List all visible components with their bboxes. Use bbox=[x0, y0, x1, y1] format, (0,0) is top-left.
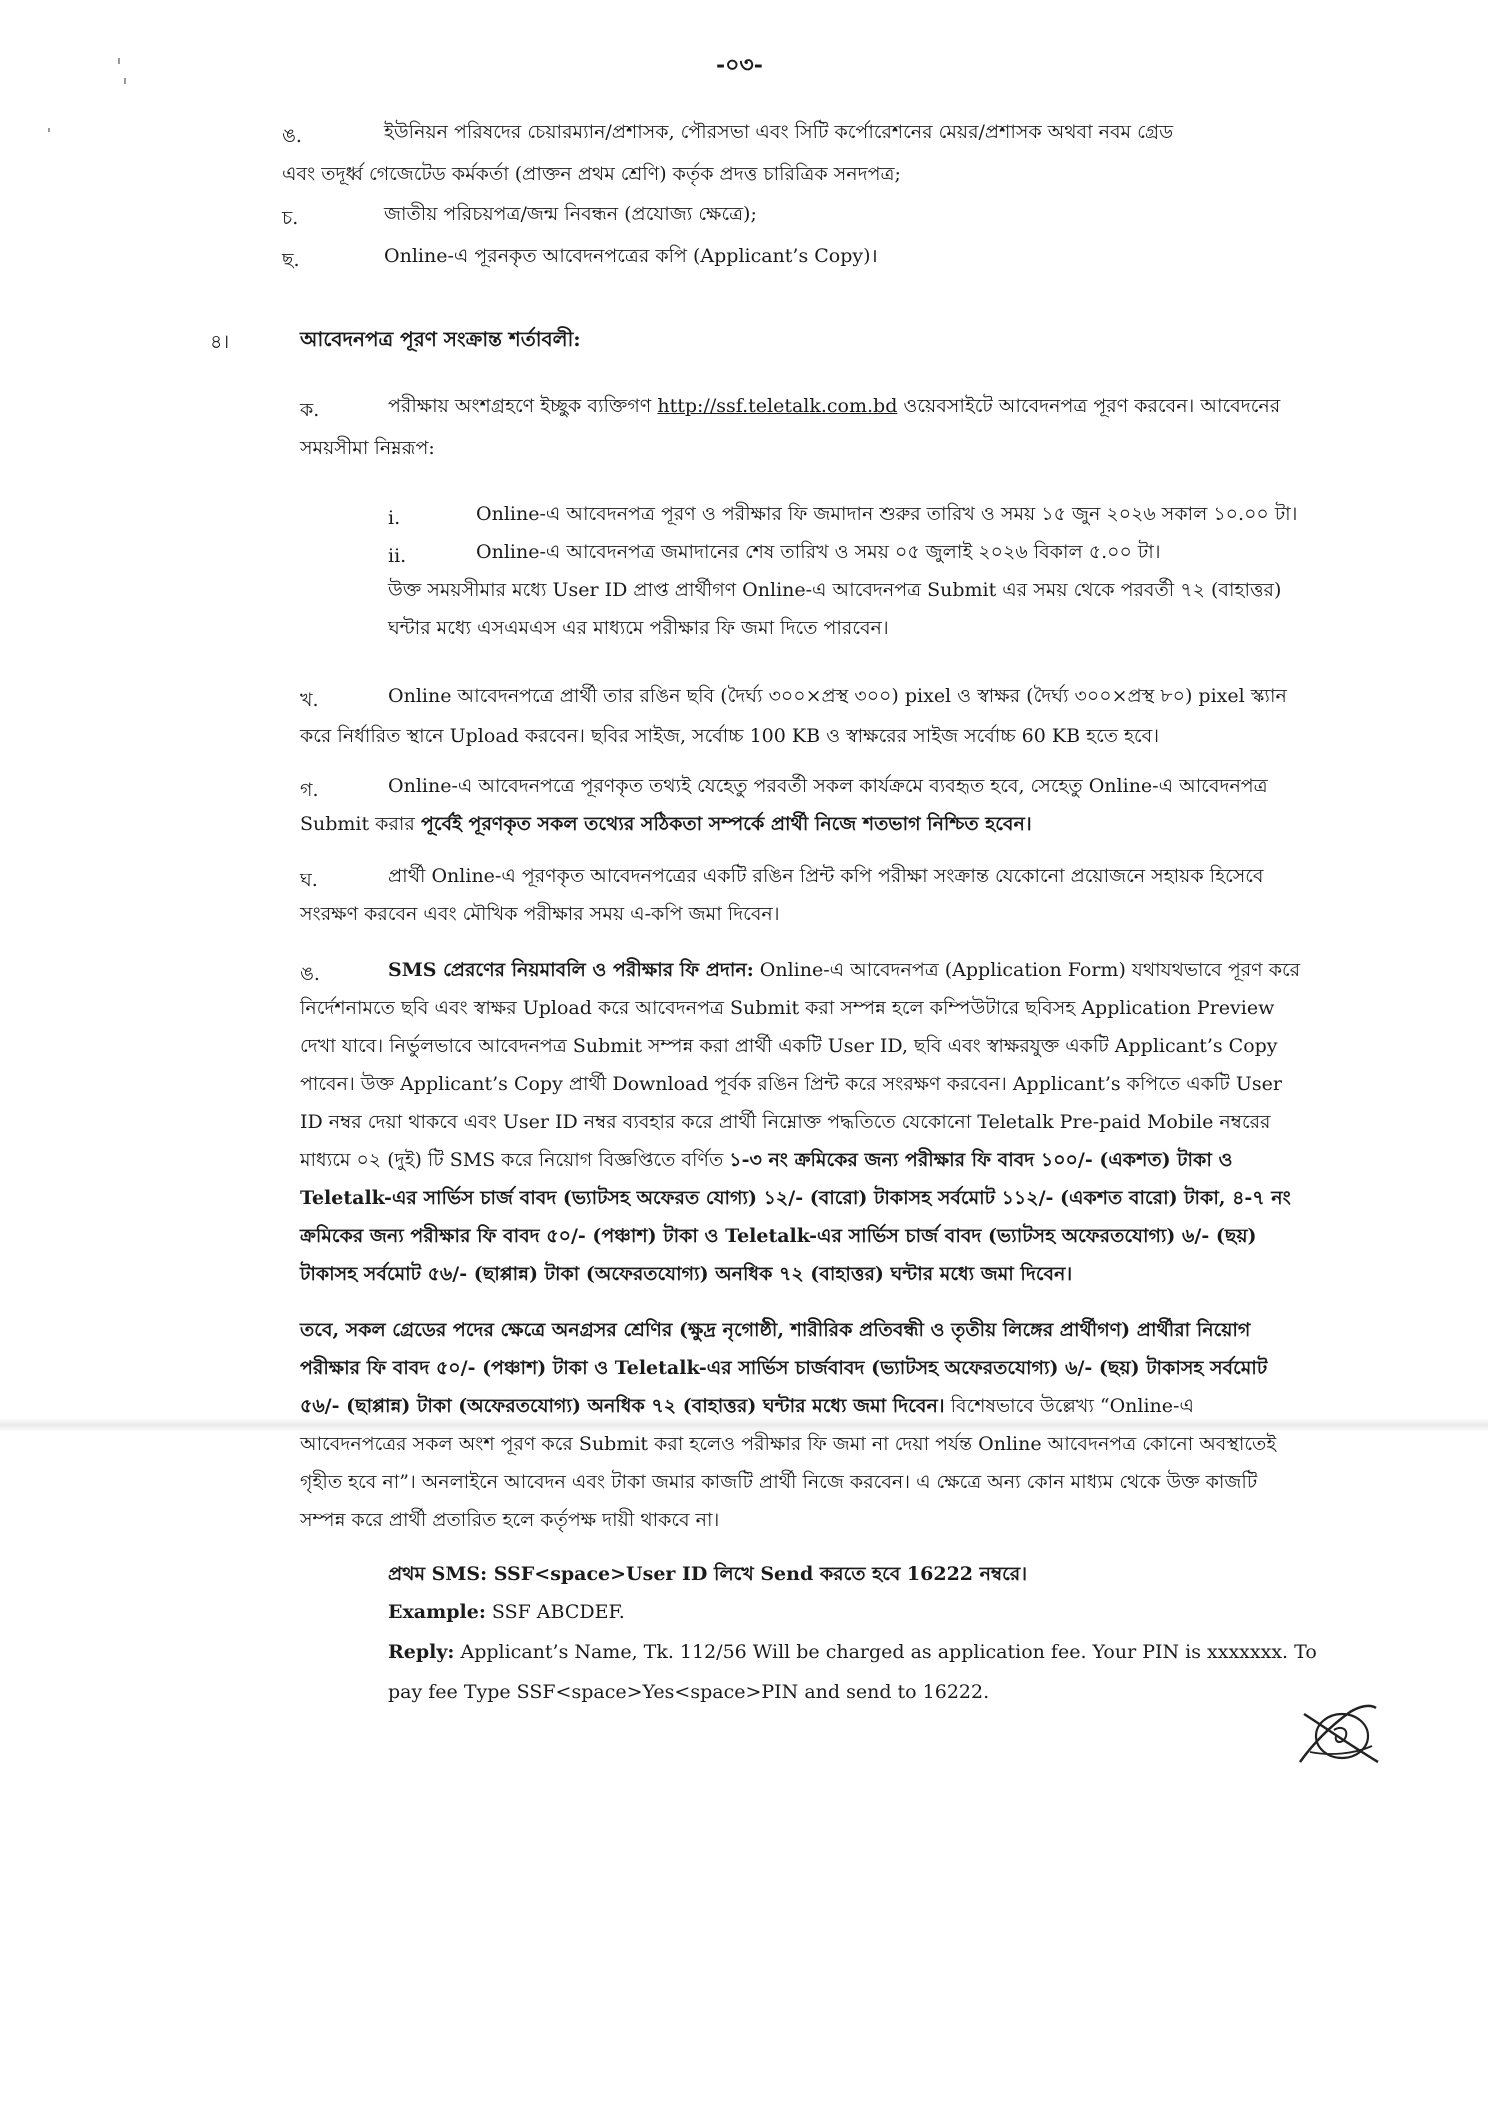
website-link[interactable]: http://ssf.teletalk.com.bd bbox=[657, 395, 898, 417]
item-marker: ক. bbox=[300, 399, 320, 421]
item-umo-line1: ইউনিয়ন পরিষদের চেয়ারম্যান/প্রশাসক, পৌরসভা এবং সিটি কর্পোরেশনের মেয়র/প্রশাসক অথবা নবম গ্রেড bbox=[384, 121, 1174, 143]
item-marker: ঘ. bbox=[300, 869, 318, 891]
kha-line2: করে নির্ধারিত স্থানে Upload করবেন। ছবির সাইজ, সর্বোচ্চ 100 KB ও স্বাক্ষরের সাইজ সর্বোচ্চ 60 KB হতে হবে। bbox=[300, 725, 1159, 747]
ga-line1: Online-এ আবেদনপত্রে পূরণকৃত তথ্যই যেহেতু পরবর্তী সকল কার্যক্রমে ব্যবহৃত হবে, সেহেতু Online-এ আবেদনপত্র bbox=[388, 775, 1268, 797]
umo-line9: টাকাসহ সর্বমোট ৫৬/- (ছাপ্পান্ন) টাকা (অফেরতযোগ্য) অনধিক ৭২ (বাহাত্তর) ঘন্টার মধ্যে জমা দিবেন। bbox=[300, 1263, 1073, 1285]
tobe-line5: গৃহীত হবে না”। অনলাইনে আবেদন এবং টাকা জমার কাজটি প্রার্থী নিজে করবেন। এ ক্ষেত্রে অন্য কোন মাধ্যম থেকে উক্ত কাজটি bbox=[300, 1471, 1258, 1493]
ka-note-line1: উক্ত সময়সীমার মধ্যে User ID প্রাপ্ত প্রার্থীগণ Online-এ আবেদনপত্র Submit এর সময় থেকে পরবর্তী ৭২ (বাহাত্তর) bbox=[388, 579, 1282, 601]
item-marker: চ. bbox=[282, 207, 299, 229]
scan-speck bbox=[124, 78, 126, 84]
section-number: ৪। bbox=[210, 331, 230, 353]
example-label: Example: bbox=[388, 1601, 486, 1623]
ka-text-pre: পরীক্ষায় অংশগ্রহণে ইচ্ছুক ব্যক্তিগণ bbox=[388, 395, 652, 417]
section-title: আবেদনপত্র পূরণ সংক্রান্ত শর্তাবলী: bbox=[300, 327, 581, 351]
item-marker: গ. bbox=[300, 779, 319, 801]
ka-text-post: ওয়েবসাইটে আবেদনপত্র পূরণ করবেন। আবেদনের bbox=[903, 395, 1281, 417]
first-sms-instruction: প্রথম SMS: SSF<space>User ID লিখে Send করতে হবে 16222 নম্বরে। bbox=[388, 1563, 1028, 1585]
schedule-marker: ii. bbox=[388, 545, 407, 567]
kha-line1: Online আবেদনপত্রে প্রার্থী তার রঙিন ছবি (দৈর্ঘ্য ৩০০×প্রস্থ ৩০০) pixel ও স্বাক্ষর (দৈর্ঘ্য ৩০০×প্রস্থ ৮০) pixel স্ক্যান bbox=[388, 685, 1287, 707]
tobe-line3-bold: ৫৬/- (ছাপ্পান্ন) টাকা (অফেরতযোগ্য) অনধিক ৭২ (বাহাত্তর) ঘন্টার মধ্যে জমা দিবেন। bbox=[300, 1395, 945, 1417]
umo-line6-bold: ১-৩ নং ক্রমিকের জন্য পরীক্ষার ফি বাবদ ১০০/- (একশত) টাকা ও bbox=[729, 1149, 1233, 1171]
tobe-line6: সম্পন্ন করে প্রার্থী প্রতারিত হলে কর্তৃপক্ষ দায়ী থাকবে না। bbox=[300, 1509, 720, 1531]
signature-mark bbox=[1290, 1700, 1390, 1770]
umo-line5: ID নম্বর দেয়া থাকবে এবং User ID নম্বর ব্যবহার করে প্রার্থী নিম্নোক্ত পদ্ধতিতে যেকোনো Teletalk Pre-paid Mobile নম্বরের bbox=[300, 1111, 1271, 1133]
reply-label: Reply: bbox=[388, 1641, 455, 1663]
gha-line1: প্রার্থী Online-এ পূরণকৃত আবেদনপত্রের একটি রঙিন প্রিন্ট কপি পরীক্ষা সংক্রান্ত যেকোনো প্রয়োজনে সহায়ক হিসেবে bbox=[388, 865, 1264, 887]
umo-line6-pre: মাধ্যমে ০২ (দুই) টি SMS করে নিয়োগ বিজ্ঞপ্তিতে বর্ণিত bbox=[300, 1149, 724, 1171]
gha-line2: সংরক্ষণ করবেন এবং মৌখিক পরীক্ষার সময় এ-কপি জমা দিবেন। bbox=[300, 903, 780, 925]
scan-artifact-band bbox=[0, 1418, 1488, 1432]
scan-speck bbox=[48, 128, 50, 132]
page-number: -০৩- bbox=[716, 52, 763, 78]
umo-line4: পাবেন। উক্ত Applicant’s Copy প্রার্থী Download পূর্বক রঙিন প্রিন্ট করে সংরক্ষণ করবেন। Applicant’s কপিতে একটি User bbox=[300, 1073, 1282, 1095]
item-chha-text: Online-এ পূরনকৃত আবেদনপত্রের কপি (Applicant’s Copy)। bbox=[384, 245, 878, 267]
ka-line1 bbox=[388, 394, 1280, 418]
schedule-end-text: Online-এ আবেদনপত্র জমাদানের শেষ তারিখ ও সময় ০৫ জুলাই ২০২৬ বিকাল ৫.০০ টা। bbox=[476, 541, 1161, 563]
schedule-marker: i. bbox=[388, 507, 401, 529]
umo-line8: ক্রমিকের জন্য পরীক্ষার ফি বাবদ ৫০/- (পঞ্চাশ) টাকা ও Teletalk-এর সার্ভিস চার্জ বাবদ (ভ্যাটসহ অফেরতযোগ্য) ৬/- (ছয়) bbox=[300, 1225, 1257, 1247]
umo-line3: দেখা যাবে। নির্ভুলভাবে আবেদনপত্র Submit সম্পন্ন করা প্রার্থী একটি User ID, ছবি এবং স্বাক্ষরযুক্ত একটি Applicant’s Copy bbox=[300, 1035, 1278, 1057]
scan-speck bbox=[118, 58, 120, 64]
ga-text-bold: পূর্বেই পূরণকৃত সকল তথ্যের সঠিকতা সম্পর্কে প্রার্থী নিজে শতভাগ নিশ্চিত হবেন। bbox=[420, 813, 1032, 835]
tobe-line3-rest: বিশেষভাবে উল্লেখ্য “Online-এ bbox=[950, 1395, 1194, 1417]
ga-text-pre: Submit করার bbox=[300, 813, 415, 835]
tobe-line1: তবে, সকল গ্রেডের পদের ক্ষেত্রে অনগ্রসর শ্রেণির (ক্ষুদ্র নৃগোষ্ঠী, শারীরিক প্রতিবন্ধী ও তৃতীয় লিঙ্গের প্রার্থীগণ) প্রার্থীরা নিয়োগ bbox=[300, 1319, 1251, 1341]
reply-text: Applicant’s Name, Tk. 112/56 Will be charged as application fee. Your PIN is xxxxxxx. To bbox=[460, 1641, 1317, 1663]
example-value: SSF ABCDEF. bbox=[491, 1601, 625, 1623]
ka-line2: সময়সীমা নিম্নরূপ: bbox=[300, 437, 435, 459]
item-umo-line2: এবং তদূর্ধ্ব গেজেটেড কর্মকর্তা (প্রাক্তন প্রথম শ্রেণি) কর্তৃক প্রদত্ত চারিত্রিক সনদপত্র; bbox=[282, 163, 901, 185]
sms-reply-line2: pay fee Type SSF<space>Yes<space>PIN and send to 16222. bbox=[388, 1681, 990, 1703]
tobe-line2: পরীক্ষার ফি বাবদ ৫০/- (পঞ্চাশ) টাকা ও Teletalk-এর সার্ভিস চার্জবাবদ (ভ্যাটসহ অফেরতযোগ্য) ৬/- (ছয়) টাকাসহ সর্বমোট bbox=[300, 1357, 1268, 1379]
item-marker: ছ. bbox=[282, 249, 300, 271]
item-marker: ঙ. bbox=[300, 963, 320, 985]
ka-note-line2: ঘন্টার মধ্যে এসএমএস এর মাধ্যমে পরীক্ষার ফি জমা দিতে পারবেন। bbox=[388, 617, 889, 639]
tobe-line3 bbox=[300, 1394, 1194, 1418]
item-marker: খ. bbox=[300, 689, 319, 711]
umo-line1 bbox=[388, 958, 1300, 982]
sms-rules-heading: SMS প্রেরণের নিয়মাবলি ও পরীক্ষার ফি প্রদান: bbox=[388, 959, 754, 981]
umo-line6 bbox=[300, 1148, 1232, 1172]
sms-reply-line1 bbox=[388, 1640, 1317, 1664]
umo-line1-rest: Online-এ আবেদনপত্র (Application Form) যথাযথভাবে পূরণ করে bbox=[759, 959, 1301, 981]
sms-example bbox=[388, 1600, 625, 1624]
item-cha-text: জাতীয় পরিচয়পত্র/জন্ম নিবন্ধন (প্রযোজ্য ক্ষেত্রে); bbox=[384, 203, 757, 225]
item-marker: ঙ. bbox=[282, 125, 302, 147]
umo-line7: Teletalk-এর সার্ভিস চার্জ বাবদ (ভ্যাটসহ অফেরত যোগ্য) ১২/- (বারো) টাকাসহ সর্বমোট ১১২/- (একশত বারো) টাকা, ৪-৭ নং bbox=[300, 1187, 1291, 1209]
umo-line2: নির্দেশনামতে ছবি এবং স্বাক্ষর Upload করে আবেদনপত্র Submit করা সম্পন্ন হলে কম্পিউটারে ছবিসহ Application Preview bbox=[300, 997, 1275, 1019]
tobe-line4: আবেদনপত্রের সকল অংশ পূরণ করে Submit করা হলেও পরীক্ষার ফি জমা না দেয়া পর্যন্ত Online আবেদনপত্র কোনো অবস্থাতেই bbox=[300, 1433, 1277, 1455]
schedule-start-text: Online-এ আবেদনপত্র পূরণ ও পরীক্ষার ফি জমাদান শুরুর তারিখ ও সময় ১৫ জুন ২০২৬ সকাল ১০.০০ টা। bbox=[476, 503, 1298, 525]
ga-line2 bbox=[300, 812, 1032, 836]
